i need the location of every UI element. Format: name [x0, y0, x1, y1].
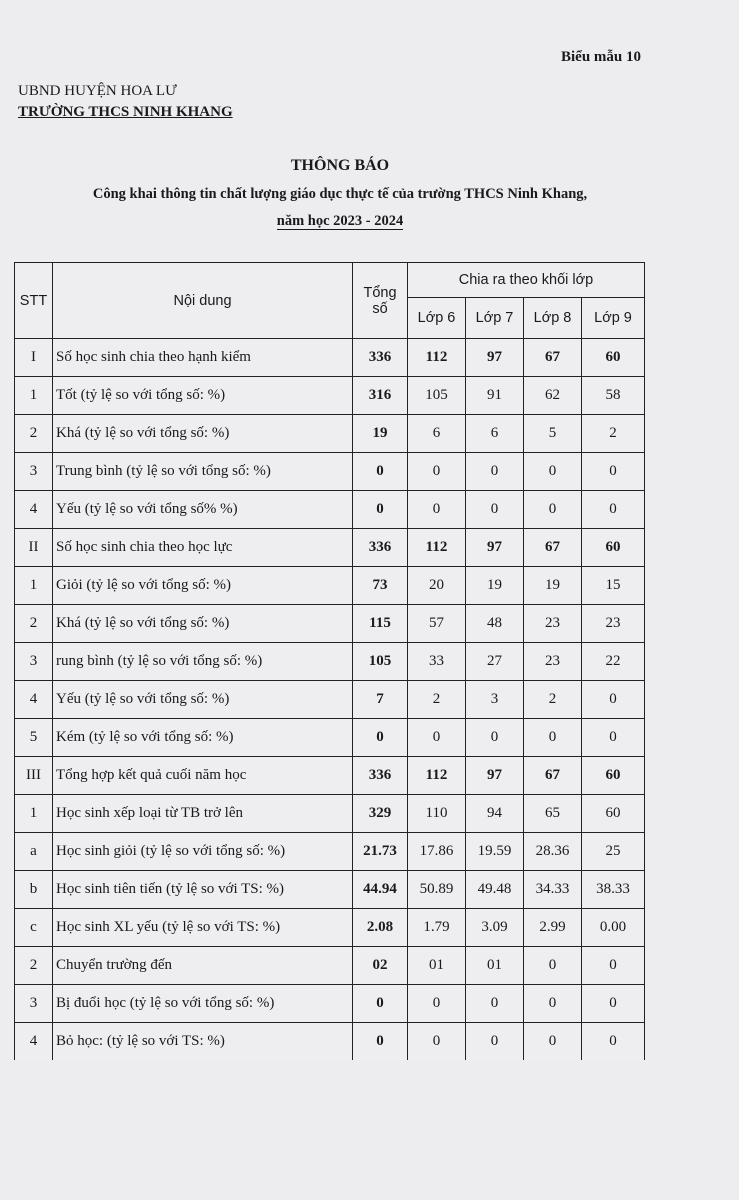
row-stt: 1 — [15, 377, 53, 415]
row-grade-7-value: 0 — [466, 1023, 524, 1061]
row-content: Học sinh giỏi (tỷ lệ so với tổng số: %) — [53, 833, 353, 871]
row-total: 21.73 — [353, 833, 408, 871]
school-year-text: năm học 2023 - 2024 — [276, 213, 404, 229]
row-grade-7-value: 0 — [466, 985, 524, 1023]
row-stt: 4 — [15, 1023, 53, 1061]
row-grade-6-value: 33 — [408, 643, 466, 681]
row-grade-6-value: 17.86 — [408, 833, 466, 871]
row-stt: 2 — [15, 947, 53, 985]
document-subtitle: Công khai thông tin chất lượng giáo dục thực tế của trường THCS Ninh Khang, — [92, 186, 588, 202]
org-header — [18, 81, 233, 123]
row-grade-7-value: 49.48 — [466, 871, 524, 909]
row-grade-8-value: 23 — [524, 643, 582, 681]
row-grade-7-value: 0 — [466, 719, 524, 757]
row-stt: 3 — [15, 985, 53, 1023]
row-stt: 1 — [15, 567, 53, 605]
quality-report-table — [14, 262, 645, 1060]
row-grade-6-value: 6 — [408, 415, 466, 453]
row-grade-7-value: 0 — [466, 491, 524, 529]
row-grade-6-value: 01 — [408, 947, 466, 985]
table-row — [15, 719, 645, 757]
row-grade-9-value: 0 — [582, 719, 645, 757]
document-title: THÔNG BÁO — [290, 157, 390, 174]
table-row — [15, 415, 645, 453]
row-grade-8-value: 23 — [524, 605, 582, 643]
school-year — [0, 213, 680, 230]
row-content: Học sinh tiên tiến (tỷ lệ so với TS: %) — [53, 871, 353, 909]
row-grade-8-value: 0 — [524, 947, 582, 985]
row-grade-8-value: 2 — [524, 681, 582, 719]
row-total: 336 — [353, 529, 408, 567]
header-total — [353, 263, 408, 339]
row-content: Số học sinh chia theo hạnh kiểm — [53, 339, 353, 377]
row-grade-6-value: 0 — [408, 491, 466, 529]
row-grade-6-value: 57 — [408, 605, 466, 643]
table-row — [15, 1023, 645, 1061]
row-grade-8-value: 0 — [524, 1023, 582, 1061]
row-grade-8-value: 65 — [524, 795, 582, 833]
table-row — [15, 681, 645, 719]
row-content: Tổng hợp kết quả cuối năm học — [53, 757, 353, 795]
row-grade-8-value: 67 — [524, 339, 582, 377]
row-stt: 2 — [15, 605, 53, 643]
table-row — [15, 757, 645, 795]
row-total: 0 — [353, 453, 408, 491]
row-content: Khá (tỷ lệ so với tổng số: %) — [53, 605, 353, 643]
row-grade-8-value: 0 — [524, 985, 582, 1023]
row-stt: III — [15, 757, 53, 795]
row-grade-6-value: 105 — [408, 377, 466, 415]
row-stt: 4 — [15, 491, 53, 529]
row-content: Số học sinh chia theo học lực — [53, 529, 353, 567]
row-grade-9-value: 38.33 — [582, 871, 645, 909]
row-grade-6-value: 2 — [408, 681, 466, 719]
row-total: 73 — [353, 567, 408, 605]
row-stt: 4 — [15, 681, 53, 719]
row-grade-9-value: 25 — [582, 833, 645, 871]
table-row — [15, 605, 645, 643]
table-row — [15, 833, 645, 871]
row-grade-9-value: 0 — [582, 491, 645, 529]
authority-name: UBND HUYỆN HOA LƯ — [18, 83, 177, 99]
row-grade-6-value: 0 — [408, 453, 466, 491]
row-grade-7-value: 94 — [466, 795, 524, 833]
row-content: Yếu (tỷ lệ so với tổng số% %) — [53, 491, 353, 529]
school-name — [18, 102, 233, 123]
row-total: 0 — [353, 719, 408, 757]
row-stt: I — [15, 339, 53, 377]
row-grade-7-value: 97 — [466, 757, 524, 795]
row-total: 2.08 — [353, 909, 408, 947]
row-grade-8-value: 67 — [524, 529, 582, 567]
row-total: 44.94 — [353, 871, 408, 909]
table-row — [15, 567, 645, 605]
row-total: 115 — [353, 605, 408, 643]
school-name-text: TRƯỜNG THCS NINH KHANG — [18, 104, 233, 120]
header-grade-8: Lớp 8 — [524, 298, 582, 339]
row-grade-7-value: 6 — [466, 415, 524, 453]
row-grade-6-value: 50.89 — [408, 871, 466, 909]
table-row — [15, 453, 645, 491]
table-row — [15, 871, 645, 909]
row-grade-7-value: 97 — [466, 339, 524, 377]
row-grade-8-value: 5 — [524, 415, 582, 453]
row-grade-9-value: 60 — [582, 529, 645, 567]
row-content: Bị đuổi học (tỷ lệ so với tổng số: %) — [53, 985, 353, 1023]
row-grade-6-value: 112 — [408, 339, 466, 377]
header-grade-6: Lớp 6 — [408, 298, 466, 339]
row-grade-8-value: 2.99 — [524, 909, 582, 947]
row-content: Kém (tỷ lệ so với tổng số: %) — [53, 719, 353, 757]
row-grade-9-value: 0 — [582, 947, 645, 985]
row-total: 336 — [353, 757, 408, 795]
row-grade-9-value: 58 — [582, 377, 645, 415]
row-total: 19 — [353, 415, 408, 453]
row-grade-8-value: 67 — [524, 757, 582, 795]
row-total: 7 — [353, 681, 408, 719]
row-stt: c — [15, 909, 53, 947]
row-stt: a — [15, 833, 53, 871]
row-stt: II — [15, 529, 53, 567]
row-grade-7-value: 48 — [466, 605, 524, 643]
row-grade-9-value: 15 — [582, 567, 645, 605]
table-row — [15, 339, 645, 377]
row-stt: 5 — [15, 719, 53, 757]
row-grade-7-value: 19.59 — [466, 833, 524, 871]
row-total: 0 — [353, 985, 408, 1023]
row-grade-6-value: 20 — [408, 567, 466, 605]
row-stt: 2 — [15, 415, 53, 453]
table-row — [15, 491, 645, 529]
row-grade-6-value: 1.79 — [408, 909, 466, 947]
row-grade-8-value: 34.33 — [524, 871, 582, 909]
table-row — [15, 909, 645, 947]
row-grade-9-value: 22 — [582, 643, 645, 681]
header-total-line2: số — [372, 300, 388, 317]
table-row — [15, 377, 645, 415]
row-content: Giỏi (tỷ lệ so với tổng số: %) — [53, 567, 353, 605]
row-stt: b — [15, 871, 53, 909]
row-content: rung bình (tỷ lệ so với tổng số: %) — [53, 643, 353, 681]
row-grade-9-value: 0 — [582, 1023, 645, 1061]
row-grade-9-value: 0 — [582, 681, 645, 719]
row-grade-8-value: 0 — [524, 453, 582, 491]
row-grade-9-value: 0.00 — [582, 909, 645, 947]
row-grade-9-value: 0 — [582, 985, 645, 1023]
row-content: Tốt (tỷ lệ so với tổng số: %) — [53, 377, 353, 415]
row-content: Chuyển trường đến — [53, 947, 353, 985]
table-body — [15, 339, 645, 1061]
header-grade-7: Lớp 7 — [466, 298, 524, 339]
row-stt: 3 — [15, 453, 53, 491]
row-total: 0 — [353, 1023, 408, 1061]
row-content: Học sinh XL yếu (tỷ lệ so với TS: %) — [53, 909, 353, 947]
row-grade-9-value: 60 — [582, 757, 645, 795]
row-content: Bỏ học: (tỷ lệ so với TS: %) — [53, 1023, 353, 1061]
header-stt: STT — [15, 263, 53, 339]
row-grade-7-value: 01 — [466, 947, 524, 985]
row-grade-6-value: 0 — [408, 985, 466, 1023]
row-grade-6-value: 0 — [408, 719, 466, 757]
row-grade-6-value: 112 — [408, 529, 466, 567]
row-total: 329 — [353, 795, 408, 833]
table-row — [15, 643, 645, 681]
row-grade-9-value: 2 — [582, 415, 645, 453]
row-grade-7-value: 19 — [466, 567, 524, 605]
row-grade-7-value: 0 — [466, 453, 524, 491]
row-stt: 1 — [15, 795, 53, 833]
row-stt: 3 — [15, 643, 53, 681]
table-row — [15, 529, 645, 567]
header-content: Nội dung — [53, 263, 353, 339]
row-grade-9-value: 60 — [582, 339, 645, 377]
form-number: Biểu mẫu 10 — [560, 49, 641, 65]
row-total: 0 — [353, 491, 408, 529]
row-total: 105 — [353, 643, 408, 681]
row-grade-7-value: 97 — [466, 529, 524, 567]
row-content: Khá (tỷ lệ so với tổng số: %) — [53, 415, 353, 453]
row-grade-9-value: 23 — [582, 605, 645, 643]
header-split: Chia ra theo khối lớp — [408, 263, 645, 298]
row-total: 02 — [353, 947, 408, 985]
row-grade-6-value: 110 — [408, 795, 466, 833]
table-row — [15, 985, 645, 1023]
row-grade-7-value: 3.09 — [466, 909, 524, 947]
row-grade-9-value: 60 — [582, 795, 645, 833]
row-grade-8-value: 0 — [524, 719, 582, 757]
row-grade-8-value: 19 — [524, 567, 582, 605]
row-grade-8-value: 28.36 — [524, 833, 582, 871]
row-content: Học sinh xếp loại từ TB trở lên — [53, 795, 353, 833]
row-grade-7-value: 91 — [466, 377, 524, 415]
row-grade-6-value: 112 — [408, 757, 466, 795]
table-row — [15, 947, 645, 985]
row-grade-6-value: 0 — [408, 1023, 466, 1061]
row-grade-8-value: 62 — [524, 377, 582, 415]
row-content: Trung bình (tỷ lệ so với tổng số: %) — [53, 453, 353, 491]
row-grade-7-value: 27 — [466, 643, 524, 681]
row-total: 336 — [353, 339, 408, 377]
row-grade-9-value: 0 — [582, 453, 645, 491]
row-grade-8-value: 0 — [524, 491, 582, 529]
row-total: 316 — [353, 377, 408, 415]
header-total-line1: Tổng — [363, 284, 397, 301]
row-grade-7-value: 3 — [466, 681, 524, 719]
table-row — [15, 795, 645, 833]
header-grade-9: Lớp 9 — [582, 298, 645, 339]
row-content: Yếu (tỷ lệ so với tổng số: %) — [53, 681, 353, 719]
